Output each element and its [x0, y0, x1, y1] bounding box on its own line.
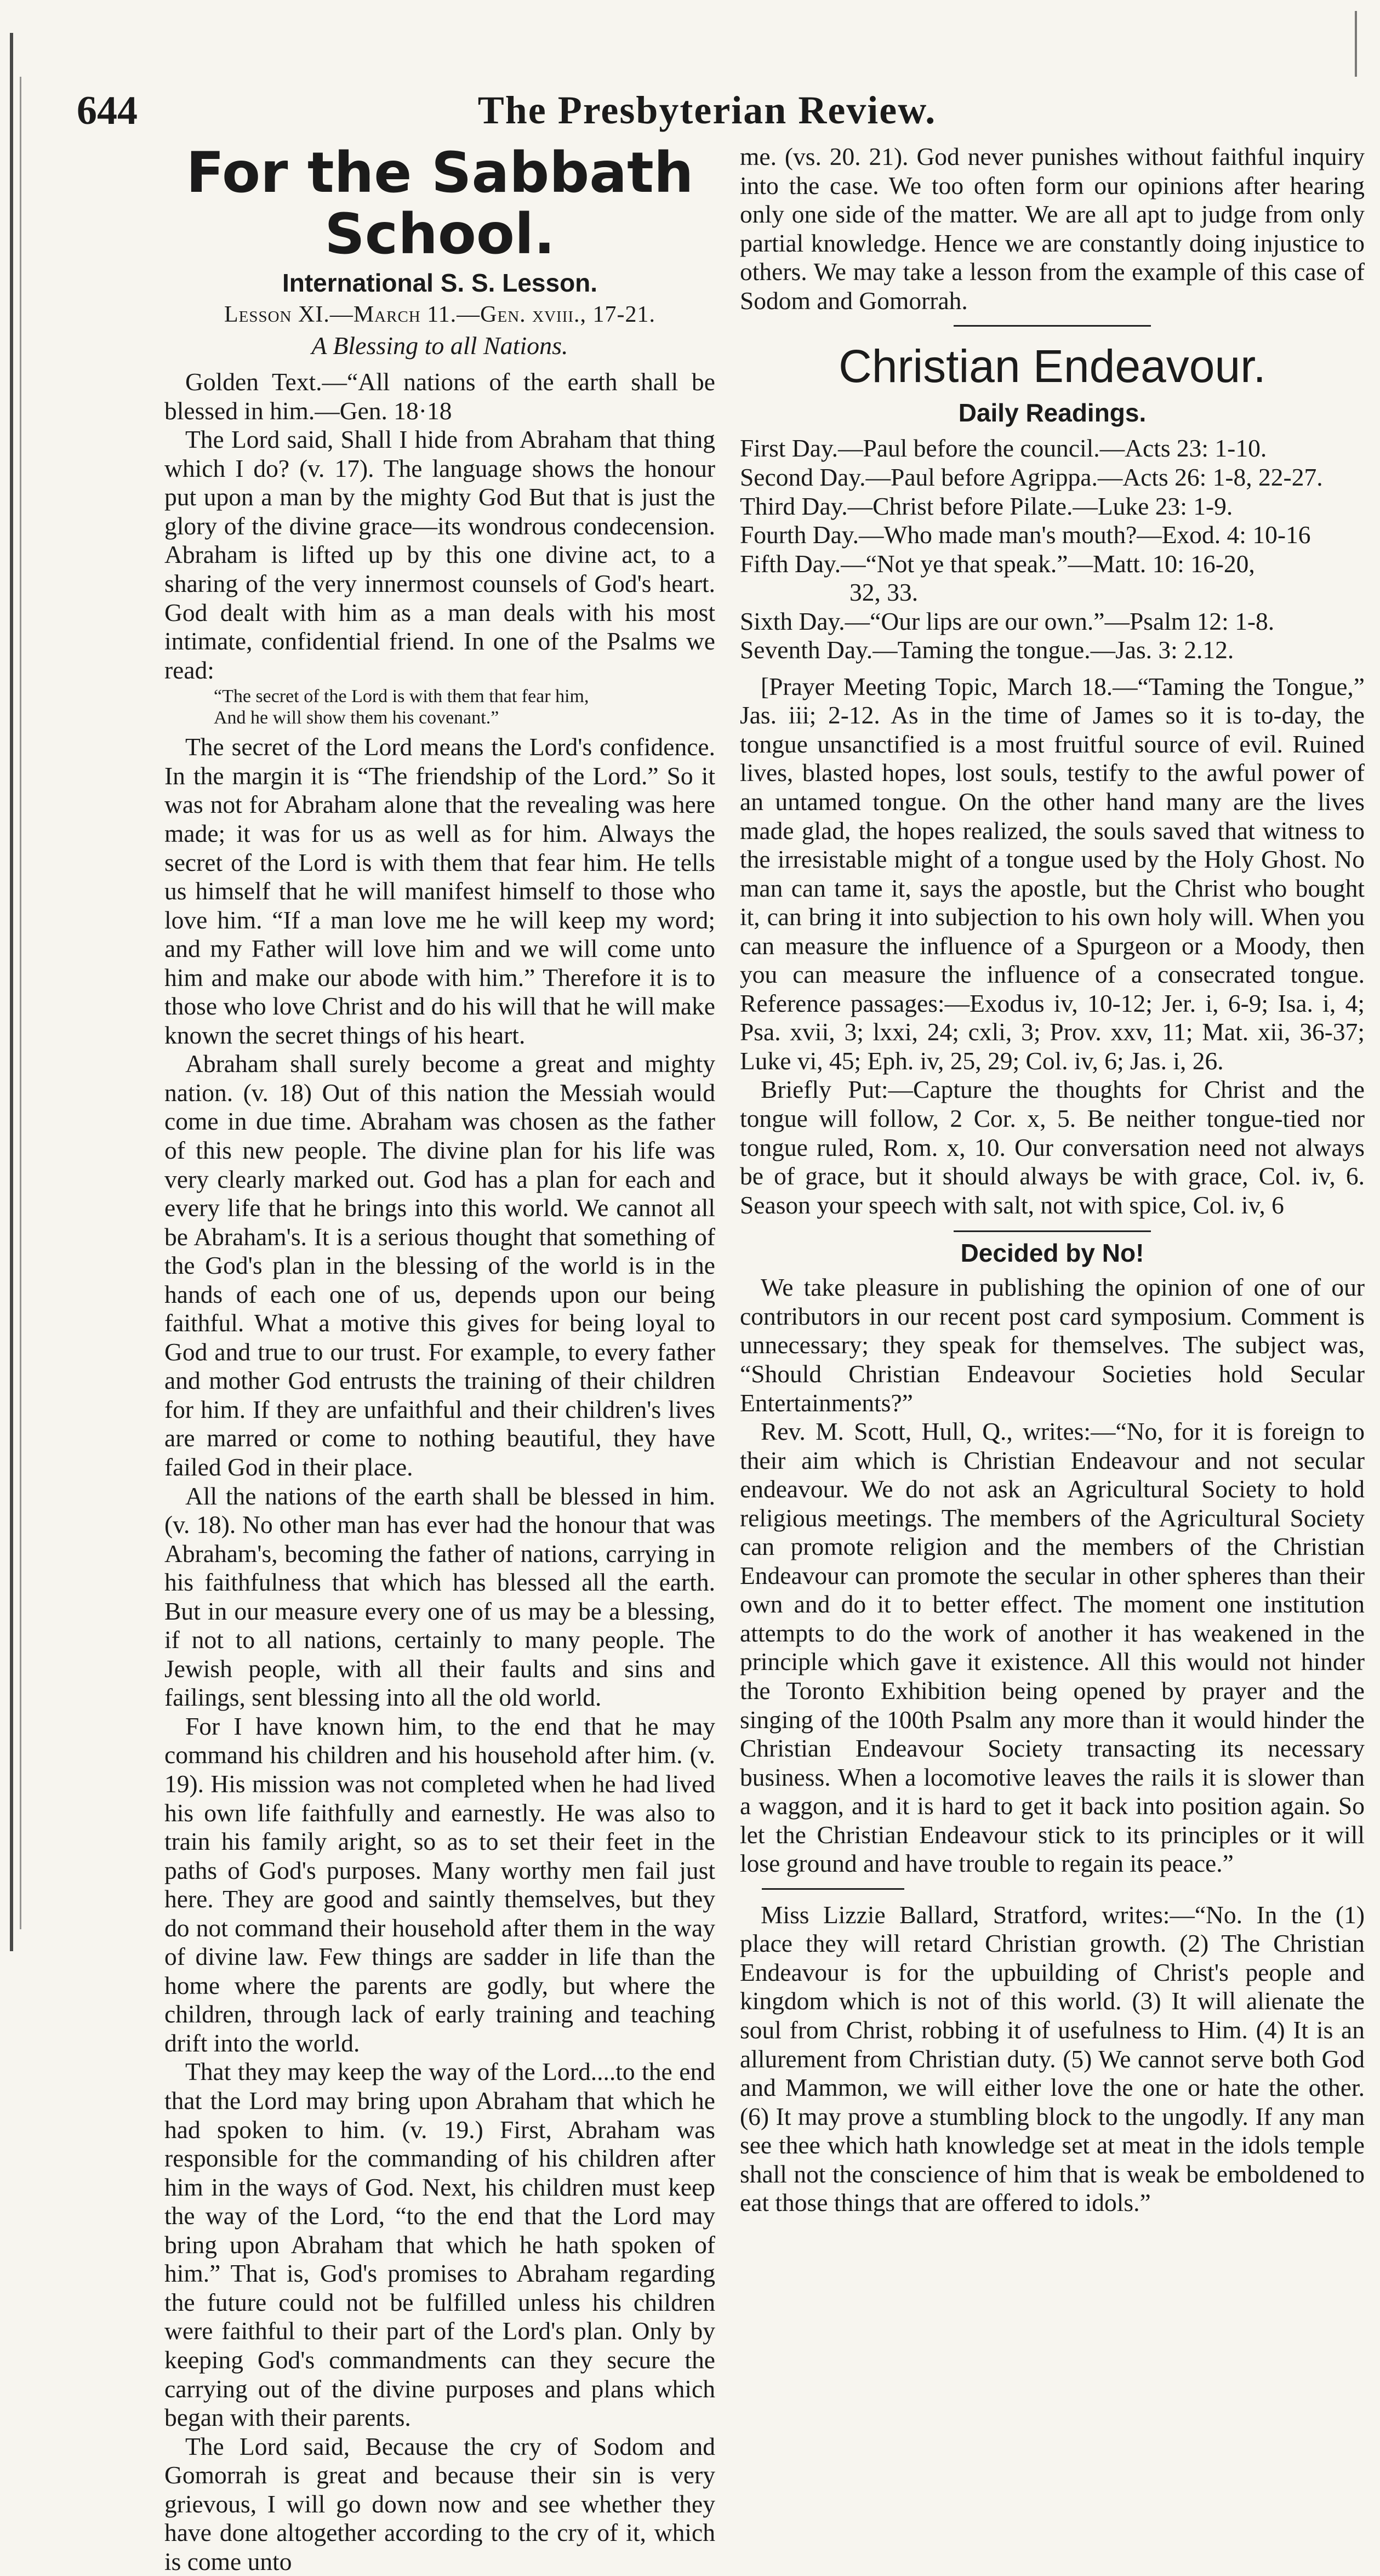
paragraph: The Lord said, Shall I hide from Abraham that thing which I do? (v. 17). The language shows the honour put upon a man by the mighty God But that is just the glory of the divine grace—its wondrous condecension. Abraham is lifted up by this one divine act, to a sharing of the very innermost counsels of God's heart. God dealt with him as a man deals with his most intimate, confidential friend. In one of the Psalms we read: [164, 425, 715, 684]
paragraph: Abraham shall surely become a great and mighty nation. (v. 18) Out of this nation the Messiah would come in due time. Abraham was chosen as the father of this new people. The divine plan for his life was very clearly marked out. God has a plan for each and every life that he brings into this world. We cannot all be Abraham's. It is a serious thought that something of the God's plan in the blessing of the world is in the hands of each one of us, depends upon our being faithful. What a motive this gives for being loyal to God and true to our trust. For example, to every father and mother God entrusts the training of their children for him. If they are unfaithful and their children's lives are marred or come to nothing beautiful, they have failed God in their place. [164, 1050, 715, 1481]
prayer-meeting-topic: [Prayer Meeting Topic, March 18.—“Taming the Tongue,” Jas. iii; 2-12. As in the time of James so it is to-day, the tongue unsanctified is a most fruitful source of evil. Ruined lives, blasted hopes, lost souls, testify to the awful power of an untamed tongue. On the other hand many are the lives made glad, the hopes realized, the souls saved that witness to the irresistable might of a tongue used by the Holy Ghost. No man can tame it, says the apostle, but the Christ who bought it, can bring it into subjection to his own holy will. When you can measure the influence of a Spurgeon or a Moody, then you can measure the influence of a consecrated tongue. Reference passages:—Exodus iv, 10-12; Jer. i, 6-9; Isa. i, 4; Psa. xvii, 3; lxxi, 24; cxli, 3; Prov. xxv, 11; Mat. xii, 36-37; Luke vi, 45; Eph. iv, 25, 29; Col. iv, 6; Jas. i, 26. [740, 672, 1365, 1075]
briefly-put: Briefly Put:—Capture the thoughts for Christ and the tongue will follow, 2 Cor. x, 5. Be neither tongue-tied nor tongue ruled, Rom. x, 10. Our conversation need not always be of grace, but it should always be with grace, Col. iv, 6. Season your speech with salt, not with spice, Col. iv, 6 [740, 1075, 1365, 1219]
reading-item: Seventh Day.—Taming the tongue.—Jas. 3: 2.12. [740, 636, 1234, 664]
divider [954, 325, 1151, 327]
page-edge-shadow [10, 33, 13, 1951]
psalm-quote-line: And he will show them his covenant.” [214, 708, 499, 728]
daily-readings-list [740, 434, 1365, 664]
paragraph: That they may keep the way of the Lord....to the end that the Lord may bring upon Abraham that which he had spoken to him. (v. 19.) First, Abraham was responsible for the commanding of his children after him in the ways of God. Next, his children must keep the way of the Lord, “to the end that the Lord may bring upon Abraham that which he hath spoken of him.” That is, God's promises to Abraham regarding the future could not be fulfilled unless his children were faithful to their part of the Lord's plan. Only by keeping God's commandments can they secure the carrying out of the divine purposes and plans which began with their parents. [164, 2058, 715, 2432]
reading-item: First Day.—Paul before the council.—Acts 23: 1-10. [740, 434, 1267, 463]
page-edge-line [20, 77, 21, 1929]
left-column [164, 140, 715, 2576]
christian-endeavour-heading: Christian Endeavour. [839, 340, 1266, 392]
psalm-quote [214, 686, 715, 728]
sabbath-school-heading: For the Sabbath School. [186, 140, 694, 267]
golden-text: Golden Text.—“All nations of the earth shall be blessed in him.—Gen. 18·18 [164, 368, 715, 425]
page-number: 644 [77, 88, 138, 133]
reading-item: 32, 33. [849, 578, 919, 607]
paragraph: Miss Lizzie Ballard, Stratford, writes:—“No. In the (1) place they will retard Christian growth. (2) The Christian Endeavour is for the upbuilding of Christ's people and kingdom which is not of this world. (3) It will alienate the soul from Christ, robbing it of usefulness to Him. (4) It is an allurement from Christian duty. (5) We cannot serve both God and Mammon, we will either love the one or hate the other. (6) It may prove a stumbling block to the ungodly. If any man see thee which hath knowledge set at meat in the idols temple shall not the conscience of him that is weak be emboldened to eat those things that are offered to idols.” [740, 1900, 1365, 2217]
decided-heading: Decided by No! [960, 1239, 1144, 1268]
daily-readings-heading: Daily Readings. [958, 398, 1147, 428]
paragraph: The secret of the Lord means the Lord's confidence. In the margin it is “The friendship of the Lord.” So it was not for Abraham alone that the revealing was here made; it was for us as well as for him. Always the secret of the Lord is with them that fear him. He tells us himself that he will manifest himself to those who love him. “If a man love me he will keep my word; and my Father will love him and we will come unto him and make our abode with him.” Therefore it is to those who love Christ and do his will that he will make known the secret things of his heart. [164, 733, 715, 1049]
paragraph: All the nations of the earth shall be blessed in him. (v. 18). No other man has ever had the honour that was Abraham's, becoming the father of nations, carrying in his faithfulness that which has blessed all the earth. But in our measure every one of us may be a blessing, if not to all nations, certainly to many people. The Jewish people, with all their faults and sins and failings, sent blessing into all the old world. [164, 1481, 715, 1712]
page-edge-mark [1355, 11, 1357, 77]
lesson-title: A Blessing to all Nations. [311, 332, 568, 360]
psalm-quote-line: “The secret of the Lord is with them that fear him, [214, 686, 589, 707]
running-head [77, 82, 1337, 143]
divider [954, 1230, 1151, 1232]
paragraph: The Lord said, Because the cry of Sodom and Gomorrah is great and because their sin is very grievous, I will go down now and see whether they have done altogether according to the cry of it, which is come unto [164, 2432, 715, 2575]
reading-item: Fourth Day.—Who made man's mouth?—Exod. 4: 10-16 [740, 521, 1311, 549]
paragraph: For I have known him, to the end that he may command his children and his household after him. (v. 19). His mission was not completed when he had lived his own life faithfully and earnestly. He was also to train his family aright, so as to set their feet in the paths of God's purposes. Many worthy men fail just here. They are good and saintly themselves, but they do not command their household after them in the way of divine law. Few things are sadder in life than the home where the parents are godly, but where the children, through lack of early training and teaching drift into the world. [164, 1712, 715, 2057]
spacer [740, 665, 1365, 673]
journal-title: The Presbyterian Review. [477, 88, 937, 132]
lesson-reference: Lesson XI.—March 11.—Gen. xviii., 17-21. [224, 301, 656, 327]
right-column [740, 143, 1365, 2218]
lesson-subheading: International S. S. Lesson. [282, 269, 598, 298]
paragraph: me. (vs. 20. 21). God never punishes without faithful inquiry into the case. We too often form our opinions after hearing only one side of the matter. We are all apt to judge from only partial knowledge. Hence we are constantly doing injustice to others. We may take a lesson from the example of this case of Sodom and Gomorrah. [740, 143, 1365, 315]
reading-item: Fifth Day.—“Not ye that speak.”—Matt. 10: 16-20, [740, 549, 1255, 578]
paragraph: We take pleasure in publishing the opinion of one of our contributors in our recent post card symposium. Comment is unnecessary; they speak for themselves. The subject was, “Should Christian Endeavour Societies hold Secular Entertainments?” [740, 1273, 1365, 1417]
reading-item: Third Day.—Christ before Pilate.—Luke 23: 1-9. [740, 492, 1233, 520]
paragraph: Rev. M. Scott, Hull, Q., writes:—“No, for it is foreign to their aim which is Christian Endeavour and not secular endeavour. We do not ask an Agricultural Society to hold religious meetings. The members of the Agricultural Society can promote religion and the members of the Christian Endeavour can promote the secular in other spheres than their own and do it to better effect. The moment one institution attempts to do the work of another it has weakened in the principle which gave it existence. All this would not hinder the Toronto Exhibition being opened by prayer and the singing of the 100th Psalm any more than it would hinder the Christian Endeavour Society transacting its necessary business. When a locomotive leaves the rails it is slower than a waggon, and it is hard to get it back into position again. So let the Christian Endeavour stick to its principles or it will lose ground and have trouble to regain its peace.” [740, 1417, 1365, 1878]
reading-item: Sixth Day.—“Our lips are our own.”—Psalm 12: 1-8. [740, 607, 1275, 635]
reading-item: Second Day.—Paul before Agrippa.—Acts 26: 1-8, 22-27. [740, 463, 1323, 491]
divider [762, 1888, 904, 1890]
